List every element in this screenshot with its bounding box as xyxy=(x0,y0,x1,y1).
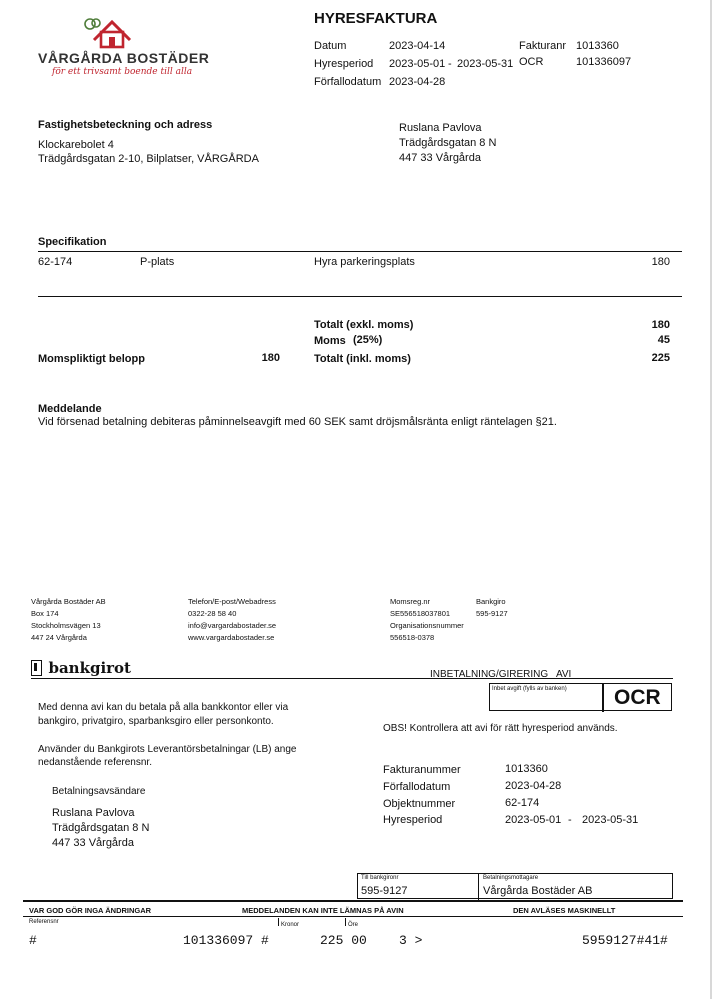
spec-type: P-plats xyxy=(140,256,175,268)
footer-line: 556518-0378 xyxy=(390,633,435,642)
paid-fee-label: Inbet avgift (fylls av banken) xyxy=(492,686,567,692)
warning-right: DEN AVLÄSES MASKINELLT xyxy=(513,906,616,915)
date-label: Datum xyxy=(314,40,347,52)
ore-label: Öre xyxy=(348,922,359,928)
ocr-badge: OCR xyxy=(614,686,661,709)
giro-lb-2: nedanstående referensnr. xyxy=(38,757,152,768)
vat-base-value: 180 xyxy=(261,352,280,364)
footer-line: 595-9127 xyxy=(476,609,508,618)
warning-mid: MEDDELANDEN KAN INTE LÄMNAS PÅ AVIN xyxy=(242,906,404,915)
date-value: 2023-04-14 xyxy=(389,40,446,52)
code-hash: # xyxy=(29,933,37,948)
giro-period-label: Hyresperiod xyxy=(383,814,443,826)
period-label: Hyresperiod xyxy=(314,58,374,70)
ocr-label: OCR xyxy=(519,56,544,68)
sender-street: Trädgårdsgatan 8 N xyxy=(52,822,150,834)
slip-top-rule xyxy=(31,678,673,679)
footer-line: info@vargardabostader.se xyxy=(188,621,277,630)
giro-lb-1: Använder du Bankgirots Leverantörsbetalningar (LB) ange xyxy=(38,744,297,755)
invoice-title: HYRESFAKTURA xyxy=(314,10,438,27)
warning-rule-top xyxy=(23,900,683,902)
to-bankgiro-value: 595-9127 xyxy=(361,885,408,897)
kronor-label: Kronor xyxy=(281,922,300,928)
sender-city: 447 33 Vårgårda xyxy=(52,837,134,849)
giro-fakturanr-label: Fakturanummer xyxy=(383,764,461,776)
invoice-no-value: 1013360 xyxy=(576,40,619,52)
bankgirot-logo xyxy=(31,659,131,677)
giro-due-value: 2023-04-28 xyxy=(505,780,562,792)
bankgirot-mark-icon xyxy=(31,660,42,676)
footer-line: 447 24 Vårgårda xyxy=(31,633,87,642)
vat-rate: (25%) xyxy=(353,334,383,346)
property-line1: Klockarebolet 4 xyxy=(38,139,114,151)
property-line2: Trädgårdsgatan 2-10, Bilplatser, VÅRGÅRDA xyxy=(38,153,259,165)
ref-label: Referensnr xyxy=(29,919,59,925)
footer-col-company xyxy=(31,596,106,644)
spec-heading: Specifikation xyxy=(38,236,107,248)
warning-rule-bottom xyxy=(23,916,683,917)
payee-value: Vårgårda Bostäder AB xyxy=(483,885,593,897)
vat-base-label: Momspliktigt belopp xyxy=(38,353,145,365)
code-check: 3 > xyxy=(399,933,423,948)
period-from: 2023-05-01 xyxy=(389,58,446,70)
total-incl-value: 225 xyxy=(651,352,670,364)
total-excl-label: Totalt (exkl. moms) xyxy=(314,319,414,331)
message-heading: Meddelande xyxy=(38,403,102,415)
giro-period-to: 2023-05-31 xyxy=(582,814,639,826)
giro-period-sep: - xyxy=(568,814,572,826)
due-label: Förfallodatum xyxy=(314,76,382,88)
period-to: 2023-05-31 xyxy=(457,58,514,70)
total-incl-label: Totalt (inkl. moms) xyxy=(314,353,411,365)
vat-label: Moms xyxy=(314,335,346,347)
payee-label: Betalningsmottagare xyxy=(483,875,539,881)
footer-line: 0322-28 58 40 xyxy=(188,609,237,618)
recipient-street: Trädgårdsgatan 8 N xyxy=(399,137,497,149)
message-text: Vid försenad betalning debiteras påminnelseavgift med 60 SEK samt dröjsmålsränta enligt räntelagen §21. xyxy=(38,416,557,428)
giro-object-label: Objektnummer xyxy=(383,798,456,810)
ocr-value: 101336097 xyxy=(576,56,632,68)
payee-divider xyxy=(478,874,479,900)
sender-name: Ruslana Pavlova xyxy=(52,807,135,819)
company-logo xyxy=(38,14,210,77)
spec-code: 62-174 xyxy=(38,256,73,268)
warning-left: VAR GOD GÖR INGA ÄNDRINGAR xyxy=(29,906,152,915)
footer-line: Telefon/E-post/Webadress xyxy=(188,597,276,606)
footer-line: Box 174 xyxy=(31,609,59,618)
giro-due-label: Förfallodatum xyxy=(383,781,451,793)
period-sep: - xyxy=(448,58,452,70)
property-heading: Fastighetsbeteckning och adress xyxy=(38,119,213,131)
recipient-name: Ruslana Pavlova xyxy=(399,122,482,134)
due-value: 2023-04-28 xyxy=(389,76,446,88)
to-bankgiro-label: Till bankgironr xyxy=(361,875,399,881)
sender-label: Betalningsavsändare xyxy=(52,786,146,797)
kronor-tick xyxy=(278,918,279,926)
footer-line: Vårgårda Bostäder AB xyxy=(31,597,106,606)
code-reference: 101336097 # xyxy=(183,933,269,948)
footer-line: Bankgiro xyxy=(476,597,506,606)
ocr-box xyxy=(489,683,672,711)
vat-value: 45 xyxy=(657,334,670,346)
giro-object-value: 62-174 xyxy=(505,797,540,809)
giro-fakturanr-value: 1013360 xyxy=(505,763,548,775)
footer-line: Momsreg.nr xyxy=(390,597,431,606)
giro-intro-1: Med denna avi kan du betala på alla bankkontor eller via xyxy=(38,702,289,713)
spec-desc: Hyra parkeringsplats xyxy=(314,256,415,268)
invoice-no-label: Fakturanr xyxy=(519,40,567,52)
code-account: 5959127#41# xyxy=(582,933,668,948)
payee-box xyxy=(357,873,673,899)
ore-tick xyxy=(345,918,346,926)
code-amount: 225 00 xyxy=(320,933,367,948)
footer-col-contact xyxy=(188,596,276,644)
giro-period-from: 2023-05-01 xyxy=(505,814,562,826)
logo-tagline: för ett trivsamt boende till alla xyxy=(52,67,193,77)
spec-bottom-rule xyxy=(38,296,682,297)
ocr-divider xyxy=(602,684,604,712)
giro-intro-2: bankgiro, privatgiro, sparbanksgiro eller personkonto. xyxy=(38,716,274,727)
footer-line: SE556518037801 xyxy=(390,609,451,618)
logo-name: VÅRGÅRDA BOSTÄDER xyxy=(38,50,210,66)
house-logo-icon xyxy=(38,14,178,50)
giro-notice: OBS! Kontrollera att avi för rätt hyresperiod används. xyxy=(383,723,618,734)
footer-col-bankgiro xyxy=(476,596,508,620)
footer-line: Organisationsnummer xyxy=(390,621,464,630)
form-title: INBETALNING/GIRERING AVI xyxy=(430,669,572,680)
total-excl-value: 180 xyxy=(651,319,670,331)
footer-col-registration xyxy=(390,596,464,644)
footer-line: Stockholmsvägen 13 xyxy=(31,621,101,630)
recipient-city: 447 33 Vårgårda xyxy=(399,152,481,164)
spec-amount: 180 xyxy=(651,256,670,268)
footer-line: www.vargardabostader.se xyxy=(188,633,275,642)
bankgirot-text: bankgirot xyxy=(48,659,131,677)
spec-top-rule xyxy=(38,251,682,252)
